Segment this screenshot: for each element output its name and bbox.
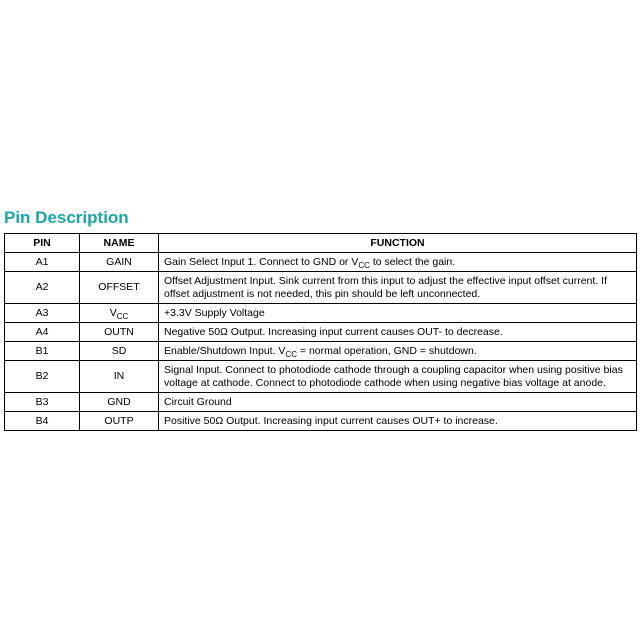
table-row — [5, 412, 637, 431]
pin-cell: B3 — [5, 393, 80, 412]
name-cell: OFFSET — [80, 272, 159, 304]
table-row — [5, 304, 637, 323]
function-text: to select the gain. — [369, 255, 456, 268]
function-cell — [159, 342, 637, 361]
name-cell: IN — [80, 361, 159, 393]
table-row — [5, 323, 637, 342]
name-text: V — [109, 306, 117, 319]
name-cell: OUTN — [80, 323, 159, 342]
pin-description-table — [4, 233, 637, 431]
column-header-function: FUNCTION — [159, 234, 637, 253]
function-cell: Signal Input. Connect to photodiode cathode through a coupling capacitor when using positive bias voltage at cathode. Connect to photodiode cathode when using negative bias voltage at anode. — [159, 361, 637, 393]
function-subscript: CC — [358, 260, 370, 270]
function-cell — [159, 253, 637, 272]
name-cell: GND — [80, 393, 159, 412]
table-header-row — [5, 234, 637, 253]
pin-cell: A2 — [5, 272, 80, 304]
name-subscript: CC — [116, 311, 129, 321]
function-cell: Circuit Ground — [159, 393, 637, 412]
section-title: Pin Description — [4, 208, 129, 227]
function-cell: Negative 50Ω Output. Increasing input current causes OUT- to decrease. — [159, 323, 637, 342]
column-header-pin: PIN — [5, 234, 80, 253]
pin-cell: A3 — [5, 304, 80, 323]
name-cell: OUTP — [80, 412, 159, 431]
pin-cell: A1 — [5, 253, 80, 272]
function-cell: Offset Adjustment Input. Sink current from this input to adjust the effective input offset current. If offset adjustment is not needed, this pin should be left unconnected. — [159, 272, 637, 304]
table-row — [5, 361, 637, 393]
function-text: Gain Select Input 1. Connect to GND or V — [164, 255, 359, 268]
function-cell: Positive 50Ω Output. Increasing input current causes OUT+ to increase. — [159, 412, 637, 431]
pin-cell: B1 — [5, 342, 80, 361]
table-row — [5, 393, 637, 412]
pin-cell: B2 — [5, 361, 80, 393]
table-row — [5, 342, 637, 361]
function-text: Enable/Shutdown Input. V — [164, 344, 286, 357]
name-cell — [80, 304, 159, 323]
pin-cell: B4 — [5, 412, 80, 431]
name-cell: SD — [80, 342, 159, 361]
name-cell: GAIN — [80, 253, 159, 272]
column-header-name: NAME — [80, 234, 159, 253]
table-row — [5, 253, 637, 272]
function-subscript: CC — [285, 349, 297, 359]
table-row — [5, 272, 637, 304]
function-text: = normal operation, GND = shutdown. — [296, 344, 477, 357]
function-cell: +3.3V Supply Voltage — [159, 304, 637, 323]
pin-cell: A4 — [5, 323, 80, 342]
